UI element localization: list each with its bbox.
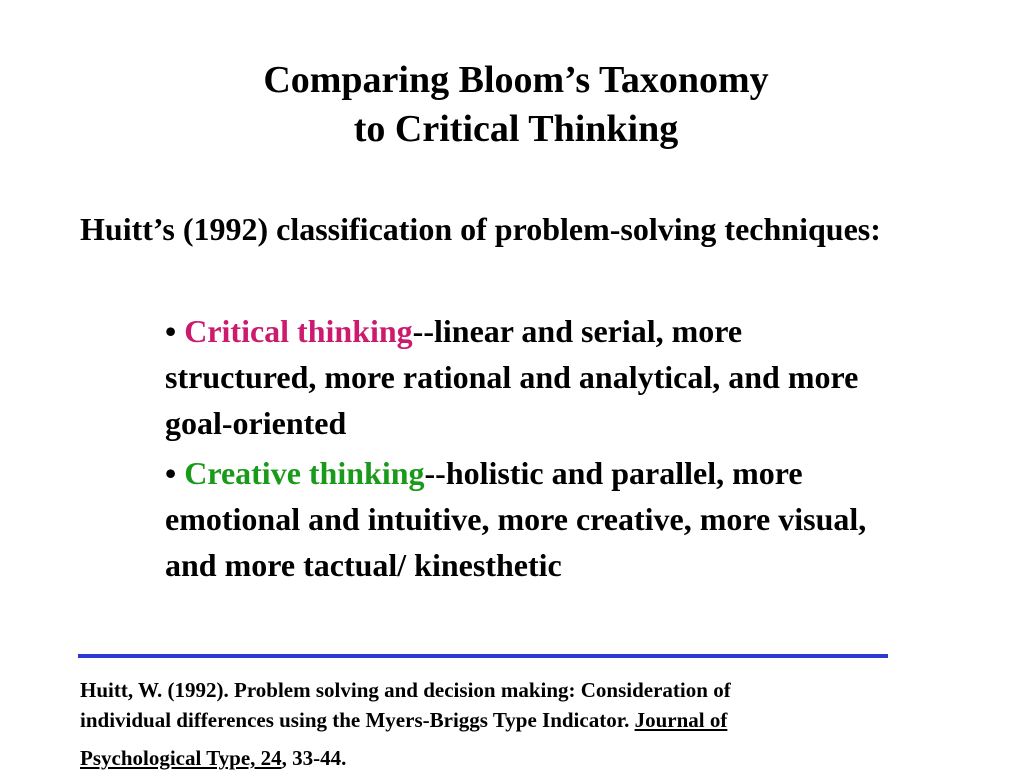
slide-title <box>0 56 1024 154</box>
citation <box>80 675 910 773</box>
bullet-critical-thinking <box>165 308 895 446</box>
citation-line-2-text: individual differences using the Myers-Briggs Type Indicator. <box>80 708 635 732</box>
bullet-creative-thinking <box>165 450 895 588</box>
creative-thinking-description: --holistic and parallel, more emotional and intuitive, more creative, more visual, and more tactual/ kinesthetic <box>165 455 867 583</box>
critical-thinking-description: --linear and serial, more structured, more rational and analytical, and more goal-oriented <box>165 313 859 441</box>
creative-thinking-term: Creative thinking <box>184 455 425 491</box>
citation-line-2 <box>80 705 910 735</box>
bullet-list <box>165 308 895 588</box>
citation-line-1: Huitt, W. (1992). Problem solving and decision making: Consideration of <box>80 678 731 702</box>
divider-line <box>78 654 888 658</box>
intro-text: Huitt’s (1992) classification of problem-solving techniques: <box>80 211 881 247</box>
slide-title-line-1: Comparing Bloom’s Taxonomy <box>263 59 769 101</box>
citation-line-3 <box>80 743 910 773</box>
bullet-marker: • <box>165 313 177 349</box>
critical-thinking-term: Critical thinking <box>184 313 413 349</box>
slide-title-line-2: to Critical Thinking <box>353 108 679 150</box>
journal-title-part-2: Psychological Type, 24 <box>80 746 282 770</box>
bullet-marker: • <box>165 455 177 491</box>
journal-title-part-1: Journal of <box>634 708 728 732</box>
citation-pages: , 33-44. <box>281 746 347 770</box>
